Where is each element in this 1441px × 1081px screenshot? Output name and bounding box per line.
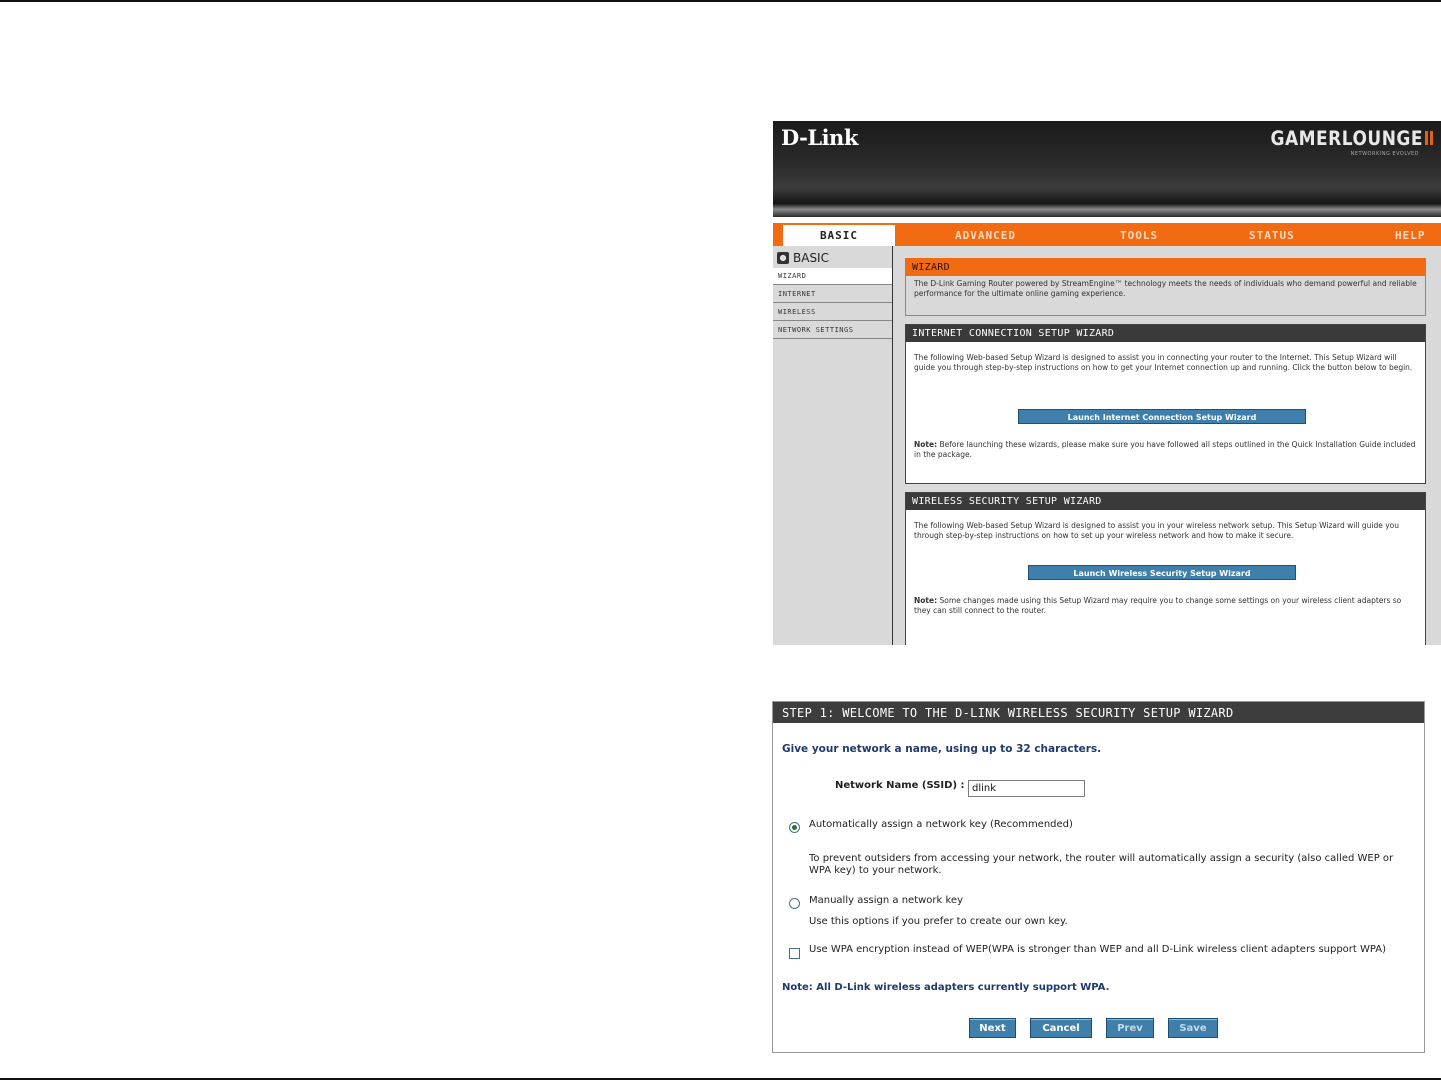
wireless-wizard-text: The following Web-based Setup Wizard is designed to assist you in your wireless network setup. This Setup Wizard will guide you through step-by-step instructions on how to set up your wireless network and how to make it secure. [914,521,1400,540]
manual-key-description: Use this options if you prefer to create our own key. [809,916,1068,927]
step1-title: STEP 1: WELCOME TO THE D-LINK WIRELESS SECURITY SETUP WIZARD [773,702,1424,723]
top-rule [0,0,1441,2]
sidebar-item-wizard[interactable]: WIZARD [773,268,892,285]
sidebar-heading-label: BASIC [793,251,829,265]
tab-status[interactable]: STATUS [1249,229,1295,242]
internet-wizard-title: INTERNET CONNECTION SETUP WIZARD [906,325,1425,342]
wizard-intro-box [905,258,1426,316]
wizard-intro-title: WIZARD [906,259,1425,276]
wpa-checkbox[interactable] [789,948,800,959]
wireless-wizard-box [905,492,1426,645]
sidebar-item-wireless[interactable]: WIRELESS [773,304,892,321]
note-label: Note: [914,596,938,605]
launch-wireless-wizard-button[interactable]: Launch Wireless Security Setup Wizard [1028,565,1296,580]
wpa-note: Note: All D-Link wireless adapters currently support WPA. [782,982,1110,993]
sidebar-item-internet[interactable]: INTERNET [773,286,892,303]
next-button[interactable]: Next [969,1018,1016,1038]
ssid-intro: Give your network a name, using up to 32 characters. [782,743,1102,755]
main-content [893,246,1441,645]
wireless-wizard-note [906,593,1427,619]
wizard-intro-text: The D-Link Gaming Router powered by StreamEngine™ technology meets the needs of individuals who demand powerful and reliable performance for the ultimate online gaming experience. [914,279,1417,298]
save-button[interactable]: Save [1168,1018,1218,1038]
internet-wizard-note [906,437,1427,463]
wpa-label: Use WPA encryption instead of WEP(WPA is stronger than WEP and all D-Link wireless client adapters support WPA) [809,944,1387,955]
prev-button[interactable]: Prev [1106,1018,1154,1038]
manual-key-label: Manually assign a network key [809,895,964,906]
router-wizard-screenshot [773,121,1441,645]
tab-tools[interactable]: TOOLS [1120,229,1159,242]
basic-section-icon [777,252,789,264]
sidebar [773,246,893,645]
bottom-rule [0,1078,1441,1080]
ssid-input[interactable]: dlink [968,780,1085,797]
step1-wizard-screenshot [772,701,1425,1053]
auto-key-radio[interactable] [789,822,800,833]
top-nav [773,223,1441,246]
note-label: Note: [914,440,938,449]
auto-key-label: Automatically assign a network key (Recommended) [809,819,1073,830]
tab-basic[interactable]: BASIC [783,225,895,246]
wireless-wizard-title: WIRELESS SECURITY SETUP WIZARD [906,493,1425,510]
internet-wizard-box [905,324,1426,484]
sidebar-heading [777,250,829,266]
tab-advanced[interactable]: ADVANCED [955,229,1016,242]
gamerlounge-logo: GAMERLOUNGE [1270,127,1423,151]
brand-mark-icon [1425,131,1435,145]
tab-help[interactable]: HELP [1395,229,1426,242]
internet-wizard-text: The following Web-based Setup Wizard is designed to assist you in connecting your router to the Internet. This Setup Wizard will guide you through step-by-step instructions on how to get your Internet connection up and running. Click the button below to begin. [914,353,1413,372]
manual-key-radio[interactable] [789,898,800,909]
launch-internet-wizard-button[interactable]: Launch Internet Connection Setup Wizard [1018,409,1306,424]
brand-tagline: NETWORKING EVOLVED [1350,151,1419,157]
ssid-label: Network Name (SSID) : [835,780,965,791]
internet-note-text: Before launching these wizards, please make sure you have followed all steps outlined in the Quick Installation Guide included in the package. [914,440,1416,459]
dlink-logo: D-Link [781,125,858,150]
auto-key-description: To prevent outsiders from accessing your network, the router will automatically assign a security (also called WEP or WPA key) to your network. [809,853,1394,876]
wireless-note-text: Some changes made using this Setup Wizard may require you to change some settings on your wireless client adapters so they can still connect to the router. [914,596,1402,615]
sidebar-item-network-settings[interactable]: NETWORK SETTINGS [773,322,892,339]
cancel-button[interactable]: Cancel [1030,1018,1092,1038]
header-banner [773,121,1441,217]
